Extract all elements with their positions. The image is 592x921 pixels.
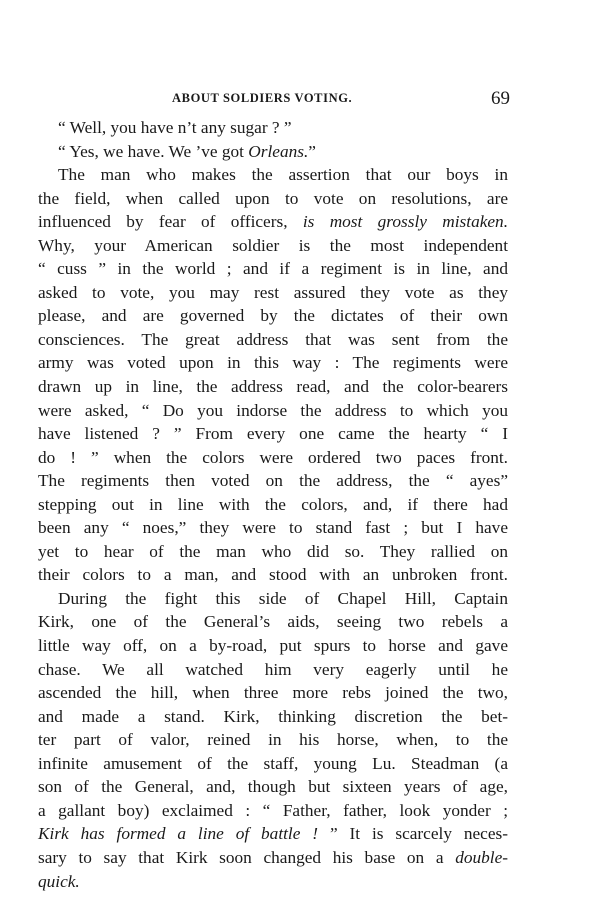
text-line	[38, 446, 508, 470]
text-run: stepping out in line with the colors, and, if there had	[38, 494, 508, 514]
text-run: ascended the hill, when three more rebs joined the two,	[38, 683, 508, 703]
text-line	[38, 210, 508, 234]
italic-text: Orleans.	[248, 141, 309, 161]
text-run: ” It is scarcely neces-	[329, 824, 508, 844]
text-run: The regiments then voted on the address, the “ ayes”	[38, 471, 508, 491]
text-line	[38, 728, 508, 752]
text-line	[38, 540, 508, 564]
text-run: army was voted upon in this way : The regiments were	[38, 353, 508, 373]
running-head	[40, 88, 510, 112]
text-line	[38, 846, 508, 870]
text-line	[38, 304, 508, 328]
text-run: please, and are governed by the dictates of their own	[38, 306, 508, 326]
text-run: asked to vote, you may rest assured they vote as they	[38, 282, 508, 302]
text-run: ter part of valor, reined in his horse, when, to the	[38, 730, 508, 750]
text-run: Kirk, one of the General’s aids, seeing two rebels a	[38, 612, 508, 632]
text-line	[38, 870, 508, 894]
text-line	[38, 705, 508, 729]
text-run: have listened ? ” From every one came the hearty “ I	[38, 424, 508, 444]
text-run: the field, when called upon to vote on resolutions, are	[38, 188, 508, 208]
text-run: and made a stand. Kirk, thinking discretion the bet-	[38, 706, 508, 726]
text-line	[38, 634, 508, 658]
text-line	[38, 822, 508, 846]
text-line	[38, 116, 508, 140]
text-line	[38, 328, 508, 352]
text-line	[38, 140, 508, 164]
page-number: 69	[491, 88, 510, 109]
text-run: “ cuss ” in the world ; and if a regiment is in line, and	[38, 259, 508, 279]
text-line	[38, 658, 508, 682]
text-line	[38, 375, 508, 399]
italic-text: is most grossly mistaken.	[302, 212, 509, 232]
text-line	[38, 187, 508, 211]
running-title: ABOUT SOLDIERS VOTING.	[172, 91, 353, 105]
text-line	[38, 752, 508, 776]
text-line	[38, 799, 508, 823]
text-run: influenced by fear of officers,	[38, 212, 303, 232]
text-run: The man who makes the assertion that our boys in	[58, 165, 508, 185]
text-line	[38, 163, 508, 187]
text-run: a gallant boy) exclaimed : “ Father, father, look yonder ;	[38, 800, 508, 820]
text-run: sary to say that Kirk soon changed his base on a	[38, 847, 456, 867]
text-run: little way off, on a by-road, put spurs to horse and gave	[38, 636, 508, 656]
text-run: drawn up in line, the address read, and the color-bearers	[38, 377, 508, 397]
text-line	[38, 516, 508, 540]
text-line	[38, 399, 508, 423]
text-run: yet to hear of the man who did so. They rallied on	[38, 541, 508, 561]
text-line	[38, 493, 508, 517]
text-line	[38, 587, 508, 611]
text-run: been any “ noes,” they were to stand fast ; but I have	[38, 518, 508, 538]
text-line	[38, 469, 508, 493]
text-line	[38, 681, 508, 705]
text-run: During the fight this side of Chapel Hill, Captain	[58, 588, 508, 608]
italic-text: Kirk has formed a line of battle !	[38, 824, 330, 844]
text-line	[38, 775, 508, 799]
text-line	[38, 351, 508, 375]
text-line	[38, 610, 508, 634]
text-line	[38, 257, 508, 281]
text-line	[38, 281, 508, 305]
text-line	[38, 563, 508, 587]
text-run: infinite amusement of the staff, young Lu. Steadman (a	[38, 753, 508, 773]
text-run: were asked, “ Do you indorse the address to which you	[38, 400, 508, 420]
text-run: “ Yes, we have. We ’ve got	[58, 141, 249, 161]
italic-text: quick.	[38, 871, 80, 891]
italic-text: double-	[455, 847, 508, 867]
text-run: chase. We all watched him very eagerly until he	[38, 659, 508, 679]
text-run: do ! ” when the colors were ordered two paces front.	[38, 447, 508, 467]
text-run: ”	[308, 141, 316, 161]
body-text	[38, 116, 508, 893]
text-run: Why, your American soldier is the most independent	[38, 235, 508, 255]
text-line	[38, 234, 508, 258]
text-run: son of the General, and, though but sixteen years of age,	[38, 777, 508, 797]
text-run: consciences. The great address that was sent from the	[38, 329, 508, 349]
text-run: “ Well, you have n’t any sugar ? ”	[58, 118, 292, 137]
text-line	[38, 422, 508, 446]
text-run: their colors to a man, and stood with an unbroken front.	[38, 565, 508, 585]
